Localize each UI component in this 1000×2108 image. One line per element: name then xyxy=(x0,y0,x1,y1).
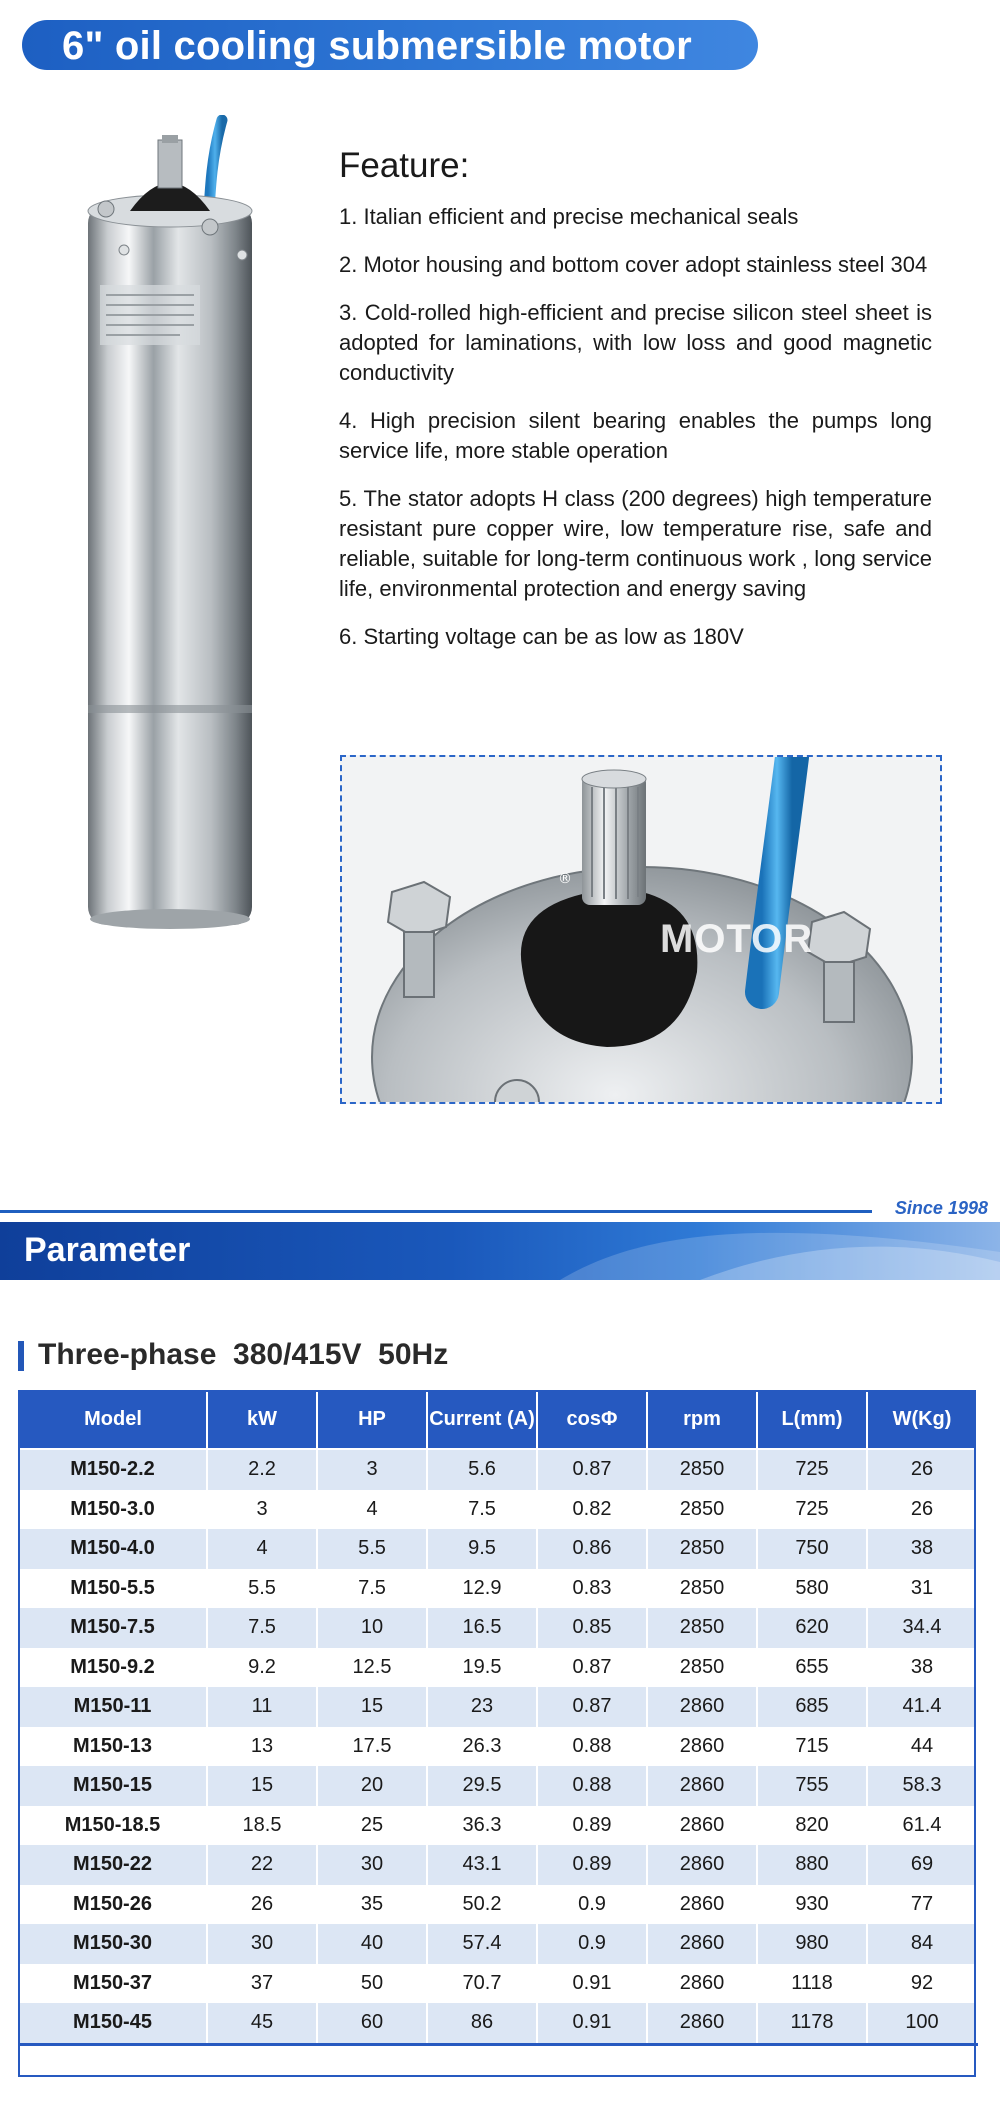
table-row xyxy=(19,1569,977,1609)
model-cell: M150-18.5 xyxy=(19,1806,207,1846)
table-cell: 2860 xyxy=(647,1924,757,1964)
table-cell: 4 xyxy=(207,1529,317,1569)
table-cell: 36.3 xyxy=(427,1806,537,1846)
table-cell: 12.5 xyxy=(317,1648,427,1688)
model-cell: M150-5.5 xyxy=(19,1569,207,1609)
table-cell: 25 xyxy=(317,1806,427,1846)
table-cell: 41.4 xyxy=(867,1687,977,1727)
since-label: Since 1998 xyxy=(894,1198,988,1218)
table-row xyxy=(19,1924,977,1964)
table-cell: 7.5 xyxy=(317,1569,427,1609)
spec-table xyxy=(18,1390,978,2046)
table-cell: 9.2 xyxy=(207,1648,317,1688)
registered-mark: ® xyxy=(558,871,572,887)
model-cell: M150-37 xyxy=(19,1964,207,2004)
table-cell: 685 xyxy=(757,1687,867,1727)
column-header: L(mm) xyxy=(757,1390,867,1449)
table-cell: 0.86 xyxy=(537,1529,647,1569)
table-cell: 0.91 xyxy=(537,1964,647,2004)
table-cell: 5.6 xyxy=(427,1449,537,1490)
parameter-banner xyxy=(0,1222,1000,1280)
table-cell: 77 xyxy=(867,1885,977,1925)
table-cell: 2860 xyxy=(647,1727,757,1767)
table-cell: 2860 xyxy=(647,1885,757,1925)
table-row xyxy=(19,1885,977,1925)
table-cell: 2860 xyxy=(647,1964,757,2004)
table-cell: 23 xyxy=(427,1687,537,1727)
table-cell: 725 xyxy=(757,1449,867,1490)
table-cell: 725 xyxy=(757,1490,867,1530)
table-cell: 29.5 xyxy=(427,1766,537,1806)
column-header: rpm xyxy=(647,1390,757,1449)
table-cell: 17.5 xyxy=(317,1727,427,1767)
feature-item: 4. High precision silent bearing enables the pumps long service life, more stable operation xyxy=(339,408,932,463)
table-cell: 16.5 xyxy=(427,1608,537,1648)
table-cell: 0.9 xyxy=(537,1924,647,1964)
table-cell: 92 xyxy=(867,1964,977,2004)
table-cell: 755 xyxy=(757,1766,867,1806)
table-cell: 30 xyxy=(207,1924,317,1964)
table-cell: 86 xyxy=(427,2003,537,2044)
feature-item: 5. The stator adopts H class (200 degrees) high temperature resistant pure copper wire, low temperature rise, safe and reliable, suitable for long-term continuous work , long service life, environmental protection and energy saving xyxy=(339,486,932,601)
model-cell: M150-15 xyxy=(19,1766,207,1806)
table-row xyxy=(19,1608,977,1648)
table-cell: 3 xyxy=(317,1449,427,1490)
table-cell: 820 xyxy=(757,1806,867,1846)
table-cell: 15 xyxy=(207,1766,317,1806)
table-cell: 1178 xyxy=(757,2003,867,2044)
feature-item: 2. Motor housing and bottom cover adopt stainless steel 304 xyxy=(339,252,928,277)
table-cell: 0.89 xyxy=(537,1845,647,1885)
table-cell: 1118 xyxy=(757,1964,867,2004)
table-cell: 12.9 xyxy=(427,1569,537,1609)
table-cell: 26 xyxy=(207,1885,317,1925)
section-accent-bar xyxy=(18,1341,24,1371)
table-cell: 58.3 xyxy=(867,1766,977,1806)
features-section xyxy=(339,146,932,670)
table-cell: 50.2 xyxy=(427,1885,537,1925)
table-cell: 2860 xyxy=(647,1806,757,1846)
table-cell: 2850 xyxy=(647,1529,757,1569)
table-cell: 43.1 xyxy=(427,1845,537,1885)
table-cell: 2860 xyxy=(647,1766,757,1806)
table-row xyxy=(19,1529,977,1569)
table-cell: 38 xyxy=(867,1648,977,1688)
model-cell: M150-13 xyxy=(19,1727,207,1767)
column-header: cosΦ xyxy=(537,1390,647,1449)
table-cell: 2860 xyxy=(647,1845,757,1885)
feature-item: 6. Starting voltage can be as low as 180V xyxy=(339,624,744,649)
motor-product-image xyxy=(70,115,270,935)
table-cell: 880 xyxy=(757,1845,867,1885)
table-cell: 2860 xyxy=(647,2003,757,2044)
table-cell: 0.82 xyxy=(537,1490,647,1530)
table-cell: 0.85 xyxy=(537,1608,647,1648)
table-cell: 7.5 xyxy=(427,1490,537,1530)
table-cell: 2860 xyxy=(647,1687,757,1727)
table-cell: 69 xyxy=(867,1845,977,1885)
table-cell: 750 xyxy=(757,1529,867,1569)
table-cell: 2850 xyxy=(647,1490,757,1530)
model-cell: M150-4.0 xyxy=(19,1529,207,1569)
table-row xyxy=(19,1449,977,1490)
table-cell: 2.2 xyxy=(207,1449,317,1490)
table-cell: 40 xyxy=(317,1924,427,1964)
table-cell: 0.88 xyxy=(537,1727,647,1767)
table-cell: 50 xyxy=(317,1964,427,2004)
table-cell: 61.4 xyxy=(867,1806,977,1846)
model-cell: M150-3.0 xyxy=(19,1490,207,1530)
table-cell: 0.87 xyxy=(537,1687,647,1727)
table-cell: 34.4 xyxy=(867,1608,977,1648)
table-cell: 26 xyxy=(867,1490,977,1530)
divider-line xyxy=(0,1210,872,1213)
table-cell: 26.3 xyxy=(427,1727,537,1767)
table-row xyxy=(19,1964,977,2004)
table-cell: 930 xyxy=(757,1885,867,1925)
model-cell: M150-2.2 xyxy=(19,1449,207,1490)
model-cell: M150-30 xyxy=(19,1924,207,1964)
page-title: 6" oil cooling submersible motor xyxy=(62,24,692,68)
column-header: HP xyxy=(317,1390,427,1449)
table-cell: 0.83 xyxy=(537,1569,647,1609)
table-cell: 35 xyxy=(317,1885,427,1925)
table-cell: 19.5 xyxy=(427,1648,537,1688)
table-cell: 9.5 xyxy=(427,1529,537,1569)
table-cell: 2850 xyxy=(647,1569,757,1609)
table-cell: 0.87 xyxy=(537,1449,647,1490)
title-banner xyxy=(22,20,758,70)
table-row xyxy=(19,1648,977,1688)
watermark-text: MOTOR xyxy=(660,917,814,961)
feature-heading: Feature: xyxy=(339,146,470,185)
table-cell: 7.5 xyxy=(207,1608,317,1648)
table-cell: 60 xyxy=(317,2003,427,2044)
table-cell: 45 xyxy=(207,2003,317,2044)
table-cell: 980 xyxy=(757,1924,867,1964)
table-row xyxy=(19,1806,977,1846)
table-cell: 0.88 xyxy=(537,1766,647,1806)
table-body xyxy=(19,1449,977,2044)
column-header: kW xyxy=(207,1390,317,1449)
table-cell: 37 xyxy=(207,1964,317,2004)
table-cell: 26 xyxy=(867,1449,977,1490)
table-cell: 100 xyxy=(867,2003,977,2044)
table-cell: 22 xyxy=(207,1845,317,1885)
table-row xyxy=(19,2003,977,2044)
model-cell: M150-45 xyxy=(19,2003,207,2044)
table-header-row xyxy=(19,1390,977,1449)
column-header: Model xyxy=(19,1390,207,1449)
table-cell: 655 xyxy=(757,1648,867,1688)
table-cell: 18.5 xyxy=(207,1806,317,1846)
table-cell: 580 xyxy=(757,1569,867,1609)
table-cell: 620 xyxy=(757,1608,867,1648)
table-cell: 13 xyxy=(207,1727,317,1767)
table-cell: 70.7 xyxy=(427,1964,537,2004)
table-cell: 84 xyxy=(867,1924,977,1964)
table-cell: 4 xyxy=(317,1490,427,1530)
column-header: W(Kg) xyxy=(867,1390,977,1449)
table-cell: 20 xyxy=(317,1766,427,1806)
table-cell: 5.5 xyxy=(207,1569,317,1609)
table-cell: 31 xyxy=(867,1569,977,1609)
table-cell: 30 xyxy=(317,1845,427,1885)
model-cell: M150-11 xyxy=(19,1687,207,1727)
table-row xyxy=(19,1687,977,1727)
table-cell: 0.87 xyxy=(537,1648,647,1688)
model-cell: M150-7.5 xyxy=(19,1608,207,1648)
table-cell: 5.5 xyxy=(317,1529,427,1569)
table-cell: 2850 xyxy=(647,1648,757,1688)
table-cell: 0.9 xyxy=(537,1885,647,1925)
table-cell: 10 xyxy=(317,1608,427,1648)
table-subtitle: Three-phase 380/415V 50Hz xyxy=(38,1338,449,1371)
model-cell: M150-9.2 xyxy=(19,1648,207,1688)
table-row xyxy=(19,1766,977,1806)
table-cell: 57.4 xyxy=(427,1924,537,1964)
feature-item: 3. Cold-rolled high-efficient and precise silicon steel sheet is adopted for laminations, with low loss and good magnetic conductivity xyxy=(339,300,932,385)
model-cell: M150-22 xyxy=(19,1845,207,1885)
motor-detail-image xyxy=(340,755,942,1104)
table-cell: 2850 xyxy=(647,1449,757,1490)
feature-item: 1. Italian efficient and precise mechanical seals xyxy=(339,204,799,229)
table-cell: 15 xyxy=(317,1687,427,1727)
model-cell: M150-26 xyxy=(19,1885,207,1925)
table-row xyxy=(19,1490,977,1530)
table-cell: 0.91 xyxy=(537,2003,647,2044)
table-row xyxy=(19,1845,977,1885)
table-cell: 3 xyxy=(207,1490,317,1530)
column-header: Current (A) xyxy=(427,1390,537,1449)
table-cell: 11 xyxy=(207,1687,317,1727)
parameter-title: Parameter xyxy=(24,1231,191,1269)
table-cell: 44 xyxy=(867,1727,977,1767)
table-cell: 38 xyxy=(867,1529,977,1569)
table-cell: 2850 xyxy=(647,1608,757,1648)
table-cell: 0.89 xyxy=(537,1806,647,1846)
table-row xyxy=(19,1727,977,1767)
table-cell: 715 xyxy=(757,1727,867,1767)
